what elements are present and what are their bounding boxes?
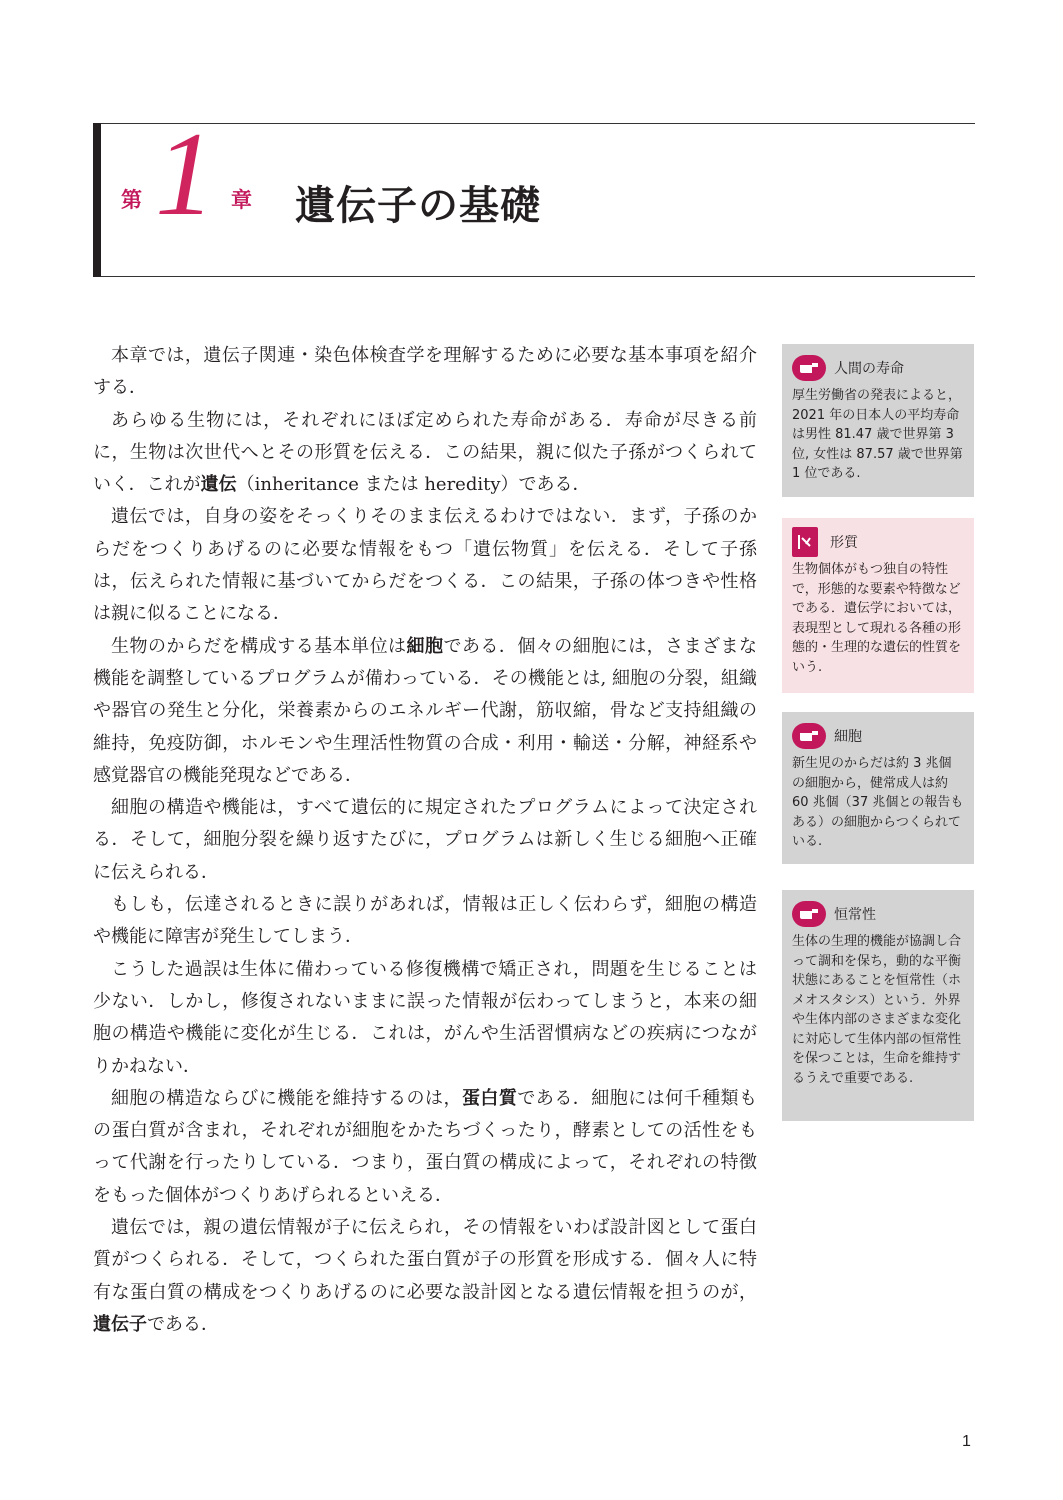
paragraph: 細胞の構造や機能は，すべて遺伝的に規定されたプログラムによって決定される．そして，細胞分裂を繰り返すたびに，プログラムは新しく生じる細胞へ正確に伝えられる． bbox=[93, 797, 757, 883]
paragraph: 本章では，遺伝子関連・染色体検査学を理解するために必要な基本事項を紹介する． bbox=[93, 345, 757, 399]
key-term: 蛋白質 bbox=[461, 1087, 518, 1109]
key-term: 遺伝子 bbox=[93, 1313, 147, 1335]
sidebar-note-text: 生体の生理的機能が協調し合って調和を保ち，動的な平衡状態にあることを恒常性（ホメオスタシス）という．外界や生体内部のさまざまな変化に対応して生体内部の恒常性を保つことは，生命を維持するうえで重要である. bbox=[792, 934, 962, 1086]
paragraph: あらゆる生物には，それぞれにほぼ定められた寿命がある．寿命が尽きる前に，生物は次世代へとその形質を伝える．この結果，親に似た子孫がつくられていく．これが遺伝（inheritance または heredity）である． bbox=[93, 409, 757, 496]
sidebar-note-title: 形質 bbox=[830, 535, 858, 551]
key-term: 細胞 bbox=[406, 635, 444, 657]
sidebar-note-text: 厚生労働省の発表によると，2021 年の日本人の平均寿命は男性 81.47 歳で世界第 3 位, 女性は 87.57 歳で世界第 1 位である. bbox=[792, 388, 963, 481]
sidebar-note-homeostasis bbox=[782, 890, 974, 1121]
paragraph: 遺伝では，自身の姿をそっくりそのまま伝えるわけではない．まず，子孫のからだをつくりあげるのに必要な情報をもつ「遺伝物質」を伝える．そして子孫は，伝えられた情報に基づいてからだをつくる．この結果，子孫の体つきや性格は親に似ることになる． bbox=[93, 506, 757, 625]
chapter-prefix: 第 bbox=[121, 188, 142, 212]
sidebar-note-text: 新生児のからだは約 3 兆個の細胞から，健常成人は約 60 兆個（37 兆個との報告もある）の細胞からつくられている. bbox=[792, 756, 964, 849]
paragraph: こうした過誤は生体に備わっている修復機構で矯正され，問題を生じることは少ない．しかし，修復されないままに誤った情報が伝わってしまうと，本来の細胞の構造や機能に変化が生じる．これは，がんや生活習慣病などの疾病につながりかねない． bbox=[93, 958, 757, 1077]
chapter-side-bar bbox=[93, 123, 101, 277]
paragraph: 細胞の構造ならびに機能を維持するのは，蛋白質である．細胞には何千種類もの蛋白質が含まれ，それぞれが細胞をかたちづくったり，酵素としての活性をもって代謝を行ったりしている．つまり，蛋白質の構成によって，それぞれの特徴をもった個体がつくりあげられるといえる． bbox=[93, 1087, 758, 1206]
chapter-number: 1 bbox=[155, 107, 215, 240]
sidebar-note-lifespan bbox=[782, 344, 974, 497]
sidebar-note-title: 細胞 bbox=[834, 729, 862, 745]
key-term: 遺伝 bbox=[200, 474, 237, 496]
pointing-hand-icon bbox=[792, 355, 826, 381]
sidebar-note-trait bbox=[782, 518, 974, 693]
page-number: 1 bbox=[962, 1433, 971, 1450]
sidebar-note-cell bbox=[782, 712, 974, 864]
paragraph: 遺伝では，親の遺伝情報が子に伝えられ，その情報をいわば設計図として蛋白質がつくられる．そして，つくられた蛋白質が子の形質を形成する．個々人に特有な蛋白質の構成をつくりあげるのに必要な設計図となる遺伝情報を担うのが，遺伝子である． bbox=[93, 1217, 757, 1335]
chapter-suffix: 章 bbox=[231, 188, 252, 212]
paragraph: 生物のからだを構成する基本単位は細胞である．個々の細胞には，さまざまな機能を調整しているプログラムが備わっている．その機能とは, 細胞の分裂，組織や器官の発生と分化，栄養素からのエネルギー代謝，筋収縮，骨など支持組織の維持，免疫防御，ホルモンや生理活性物質の合成・利用・輸送・分解，神経系や感覚器官の機能発現などである． bbox=[93, 635, 758, 786]
pointing-hand-icon bbox=[792, 723, 826, 749]
pointing-hand-icon bbox=[792, 901, 826, 927]
sidebar-note-title: 恒常性 bbox=[834, 907, 876, 923]
paragraph: もしも，伝達されるときに誤りがあれば，情報は正しく伝わらず，細胞の構造や機能に障害が発生してしまう． bbox=[93, 894, 757, 948]
chapter-title: 遺伝子の基礎 bbox=[295, 183, 541, 229]
sidebar-note-text: 生物個体がもつ独自の特性で，形態的な要素や特徴などである．遺伝学においては，表現型として現れる各種の形態的・生理的な遺伝的性質をいう. bbox=[792, 562, 962, 675]
body-text bbox=[93, 340, 757, 1341]
chapter-header bbox=[93, 107, 975, 277]
notebook-icon bbox=[792, 527, 818, 557]
sidebar-note-title: 人間の寿命 bbox=[834, 361, 904, 377]
